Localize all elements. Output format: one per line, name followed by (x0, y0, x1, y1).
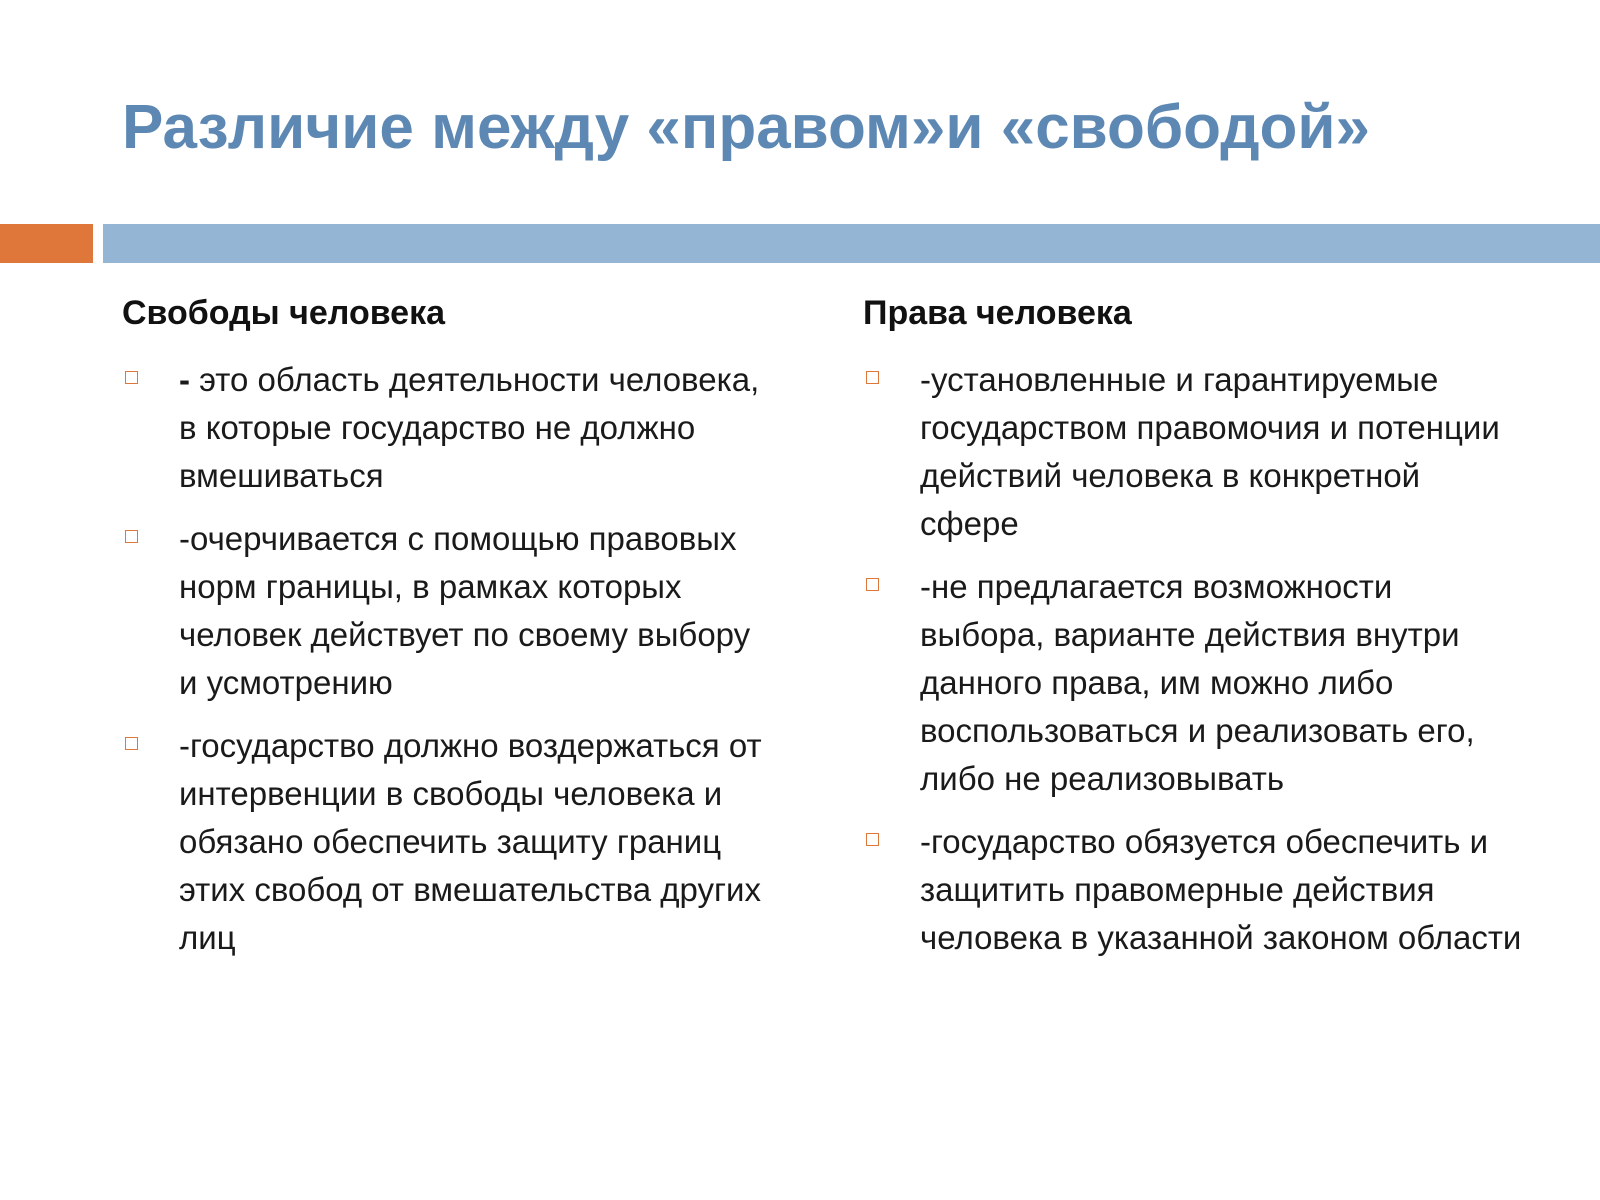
rights-column (863, 290, 1523, 977)
list-item (122, 356, 772, 500)
square-bullet-icon (866, 578, 879, 591)
square-bullet-icon (125, 530, 138, 543)
freedoms-list (122, 356, 772, 962)
list-item (863, 356, 1523, 548)
square-bullet-icon (125, 737, 138, 750)
list-item-text: -не предлагается возможности выбора, варианте действия внутри данного права, им можно либо воспользоваться и реализовать его, либо не реализовывать (920, 568, 1475, 797)
list-item (122, 515, 772, 707)
list-item-text (179, 356, 772, 500)
square-bullet-icon (866, 833, 879, 846)
freedoms-column (122, 290, 772, 977)
square-bullet-icon (125, 371, 138, 384)
list-item-text: -государство должно воздержаться от интервенции в свободы человека и обязано обеспечить защиту границ этих свобод от вмешательства других лиц (179, 727, 762, 956)
accent-bar-blue (103, 224, 1600, 263)
rights-heading: Права человека (863, 294, 1132, 332)
lead-dash: - (179, 361, 190, 398)
list-item (863, 818, 1523, 962)
square-bullet-icon (866, 371, 879, 384)
list-item (122, 722, 772, 962)
accent-bar-orange (0, 224, 93, 263)
freedoms-heading: Свободы человека (122, 294, 446, 332)
list-item-text: -установленные и гарантируемые государством правомочия и потенции действий человека в конкретной сфере (920, 361, 1500, 542)
rights-list (863, 356, 1523, 962)
list-item (863, 563, 1523, 803)
list-item-body: это область деятельности человека, в которые государство не должно вмешиваться (179, 361, 760, 494)
slide-title: Различие между «правом»и «свободой» (122, 93, 1371, 162)
list-item-text: -государство обязуется обеспечить и защитить правомерные действия человека в указанной законом области (920, 823, 1522, 956)
list-item-text: -очерчивается с помощью правовых норм границы, в рамках которых человек действует по своему выбору и усмотрению (179, 520, 751, 701)
